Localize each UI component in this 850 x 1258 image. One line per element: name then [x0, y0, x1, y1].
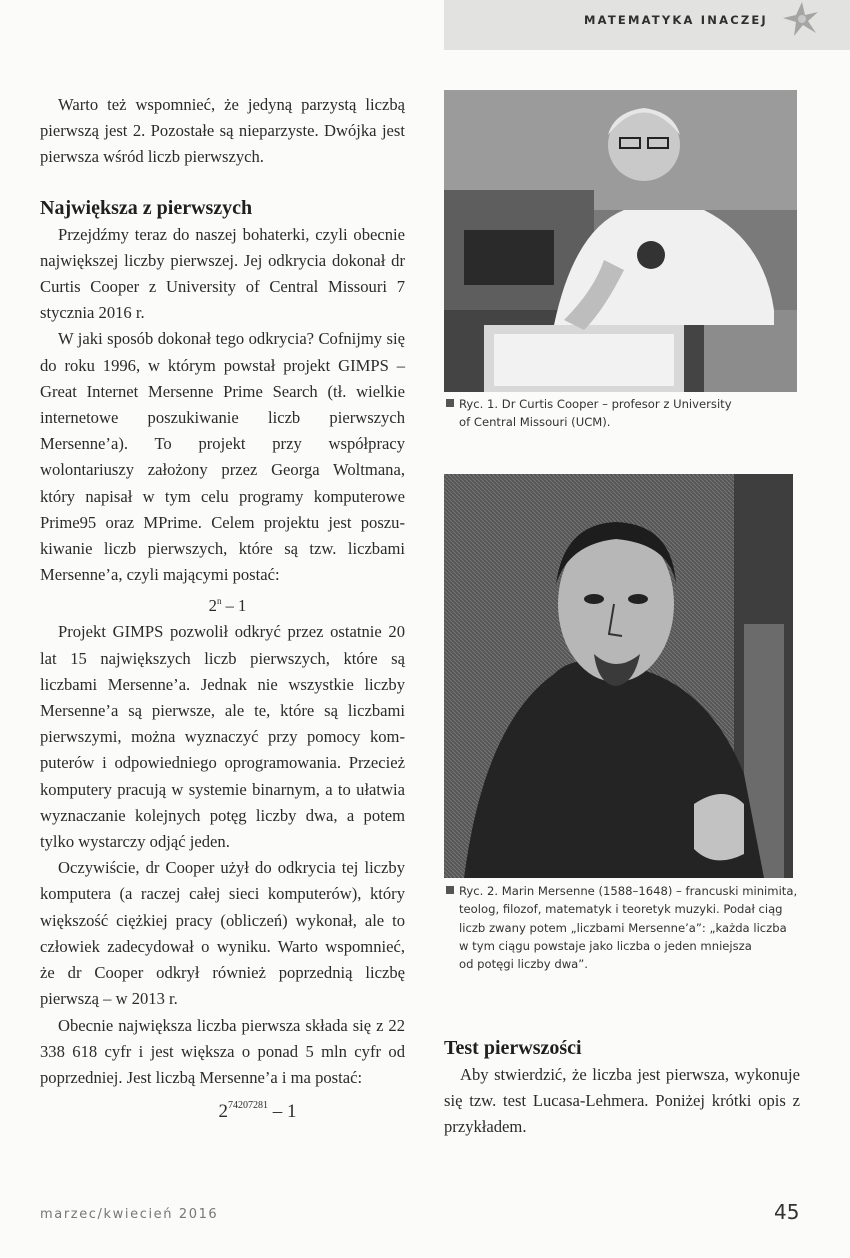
paragraph: Aby stwierdzić, że liczba jest pierwsza, wykonuje się tzw. test Lucasa-Lehmera. Poniżej krótki opis z przykładem.	[444, 1065, 800, 1137]
issue-date: marzec/kwiecień 2016	[40, 1207, 219, 1222]
section-title: MATEMATYKA INACZEJ	[584, 13, 768, 27]
caption-bullet	[446, 886, 454, 894]
page-number: 45	[774, 1200, 800, 1224]
figure-1-caption: Ryc. 1. Dr Curtis Cooper – profesor z University of Central Missouri (UCM).	[444, 395, 804, 432]
paragraph: Obecnie największa liczba pierwsza składa się z 22 338 618 cyfr i jest większa o ponad 5 mln cyfr od poprzedniej. Jest liczbą Mersenne’a i ma postać:	[40, 1015, 405, 1087]
heading-primality-test: Test pierwszości	[444, 1037, 582, 1059]
paragraph: Projekt GIMPS pozwolił odkryć przez ostatnie 20 lat 15 największych liczb pierwszych, które są liczbami Mersenne’a. Jednak nie wszystkie liczby Mersenne’a są pierwsze, ale te, które są liczbami pierwszymi, można wyznaczyć przy pomocy komputerów i odpowiedniego oprogramowania. Przecież komputery pracują w systemie binarnym, a to ułatwia wyznaczanie kolejnych potęg liczby dwa, a potem tylko wystarczy odjąć jeden.	[40, 622, 405, 852]
right-column	[444, 1034, 800, 1141]
paragraph: Przejdźmy teraz do naszej bohaterki, czyli obecnie największej liczby pierwszej. Jej odkrycia dokonał dr Curtis Cooper z University of Central Missouri 7 stycznia 2016 r.	[40, 224, 405, 323]
paragraph: Oczywiście, dr Cooper użył do odkrycia tej liczby komputera (a raczej całej sieci komputerów), który większość ciężkiej pracy (obliczeń) wykonał, ale to człowiek zadecydował o wyniku. Warto wspomnieć, że dr Cooper odkrył również poprzednią liczbę pierwszą – w 2013 r.	[40, 858, 405, 1009]
heading-largest-prime: Największa z pierwszych	[40, 196, 253, 219]
left-column	[40, 92, 405, 1127]
intro-paragraph: Warto też wspomnieć, że jedyną parzystą liczbą pierwszą jest 2. Pozostałe są nieparzyste. Dwójka jest pierwsza wśród liczb pierwszych.	[40, 95, 405, 167]
star-ornament-icon	[772, 0, 832, 40]
caption-bullet	[446, 399, 454, 407]
portrait-marin-mersenne	[444, 474, 793, 878]
photo-curtis-cooper	[444, 90, 797, 392]
formula-largest-prime: $2^{74207281} - 1$	[218, 1100, 297, 1123]
paragraph: W jaki sposób dokonał tego odkrycia? Cofnijmy się do roku 1996, w którym powstał projekt GIMPS – Great Internet Mersenne Prime Search (tł. wielkie internetowe poszukiwanie liczb pierwszych Mersenne’a). To projekt przy współpracy wolontariuszy założony przez Georga Woltmana, który napisał w tym celu programy komputerowe Prime95 oraz MPrime. Celem projektu jest poszukiwanie liczb pierwszych, które są tzw. liczbami Mersenne’a, czyli mającymi postać:	[40, 329, 405, 585]
formula-mersenne: 2$^n$ – 1	[208, 596, 247, 616]
figure-2-caption: Ryc. 2. Marin Mersenne (1588–1648) – francuski minimita, teolog, filozof, matematyk i teoretyk muzyki. Podał ciąg liczb zwany potem „liczbami Mersenne’a”: „każda liczba w tym ciągu powstaje jako liczba o jeden mniejsza od potęgi liczby dwa”.	[444, 882, 804, 973]
